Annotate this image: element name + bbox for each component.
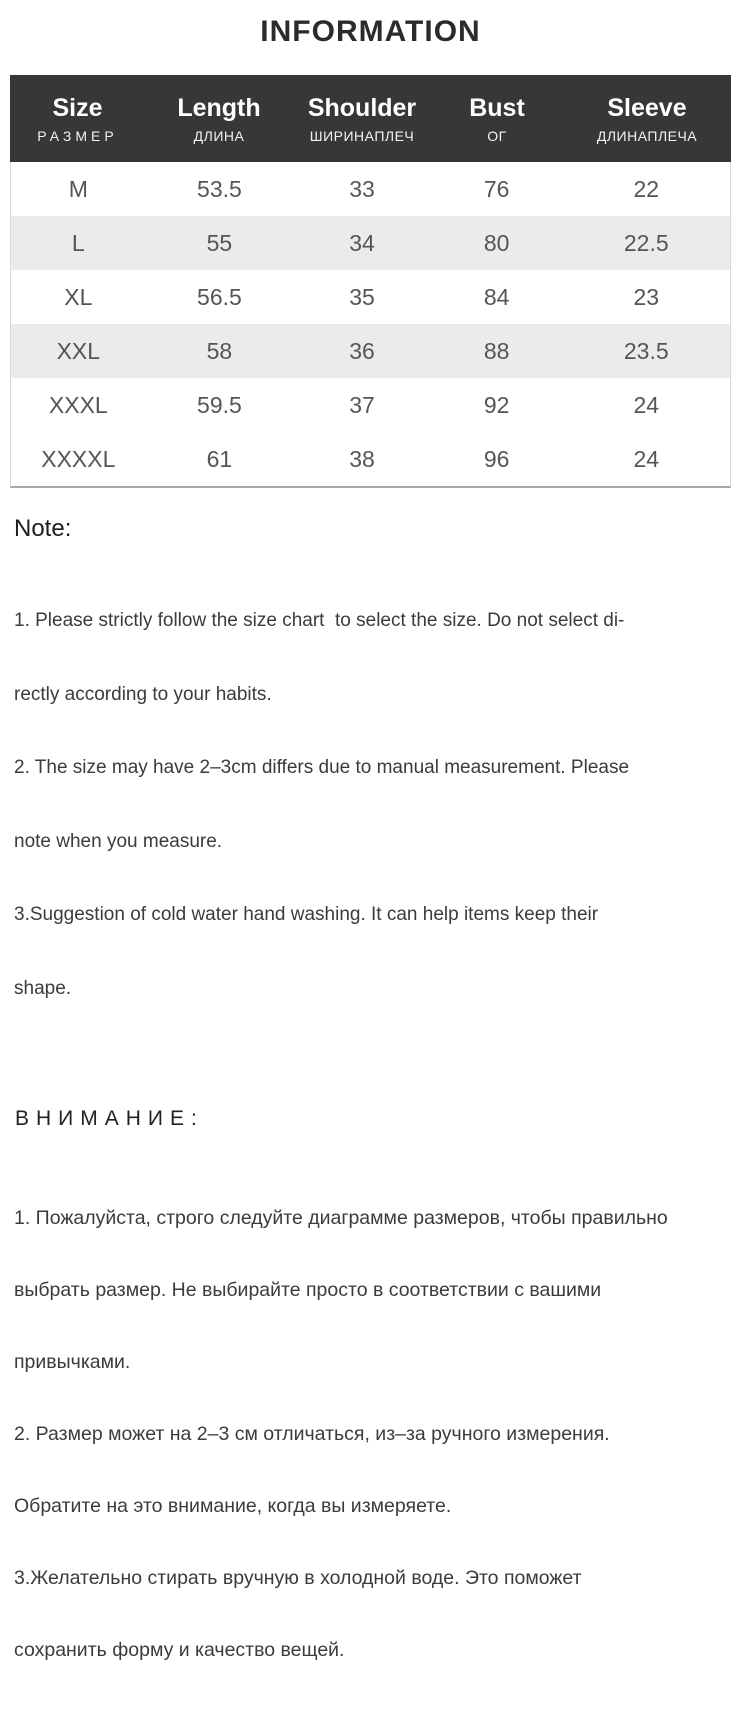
cell-length: 61: [206, 445, 233, 472]
attention-line: сохранить форму и качество вещей.: [14, 1639, 345, 1661]
attention-line: 1. Пожалуйста, строго следуйте диаграмме размеров, чтобы правильно: [14, 1207, 668, 1229]
page-title: INFORMATION: [260, 15, 481, 48]
column-header-shoulder-ru: ШИРИНАПЛЕЧ: [309, 127, 415, 144]
cell-sleeve: 23: [633, 283, 660, 310]
cell-size: L: [71, 229, 85, 256]
table-row-xxl: [11, 324, 730, 378]
cell-shoulder: 33: [349, 175, 375, 202]
cell-shoulder: 35: [349, 283, 375, 310]
size-chart-table: [10, 75, 731, 488]
cell-shoulder: 38: [349, 445, 375, 472]
cell-sleeve: 23.5: [623, 337, 669, 364]
attention-text: [14, 1158, 741, 1710]
table-row-m: [11, 162, 730, 216]
table-row-l: [11, 216, 730, 270]
size-information-sheet: [0, 15, 741, 1661]
column-header-size-ru: РАЗМЕР: [37, 127, 118, 144]
column-header-sleeve: [563, 75, 731, 162]
note-line: note when you measure.: [14, 830, 223, 852]
attention-heading: ВНИМАНИЕ:: [15, 1107, 204, 1130]
cell-shoulder: 37: [349, 391, 375, 418]
cell-shoulder: 36: [349, 337, 375, 364]
attention-line: выбрать размер. Не выбирайте просто в соответствии с вашими: [14, 1279, 602, 1301]
note-line: shape.: [14, 977, 72, 999]
note-text: [14, 560, 741, 1050]
table-row-xxxl: [11, 378, 730, 432]
cell-length: 59.5: [197, 391, 242, 418]
column-header-length-en: Length: [177, 93, 261, 122]
size-chart-header-row: [10, 75, 731, 162]
cell-size: XXL: [56, 337, 101, 364]
size-chart-body: [10, 162, 731, 488]
cell-size: XXXL: [48, 391, 108, 418]
cell-size: XL: [64, 283, 93, 310]
table-row-xl: [11, 270, 730, 324]
note-line: 3.Suggestion of cold water hand washing. It can help items keep their: [14, 904, 599, 925]
column-header-bust: [431, 75, 563, 162]
column-header-length-ru: ДЛИНА: [193, 127, 245, 144]
cell-length: 55: [206, 229, 233, 256]
cell-bust: 80: [483, 229, 510, 256]
attention-line: 3.Желательно стирать вручную в холодной воде. Это поможет: [14, 1567, 582, 1589]
cell-bust: 84: [483, 283, 510, 310]
attention-line: привычками.: [14, 1351, 131, 1373]
cell-size: M: [68, 175, 88, 202]
column-header-size-en: Size: [52, 93, 103, 122]
note-line: 2. The size may have 2–3cm differs due to manual measurement. Please: [14, 757, 630, 778]
column-header-sleeve-en: Sleeve: [607, 93, 687, 122]
note-section: [0, 515, 741, 1050]
note-line: 1. Please strictly follow the size chart to select the size. Do not select di-: [14, 610, 625, 631]
cell-length: 53.5: [197, 175, 242, 202]
cell-bust: 88: [483, 337, 510, 364]
attention-line: 2. Размер может на 2–3 см отличаться, из–за ручного измерения.: [14, 1423, 610, 1445]
column-header-length: [145, 75, 293, 162]
cell-sleeve: 22.5: [623, 229, 669, 256]
column-header-shoulder-en: Shoulder: [307, 93, 417, 122]
column-header-bust-ru: ОГ: [487, 127, 507, 144]
cell-sleeve: 22: [633, 175, 660, 202]
cell-bust: 96: [483, 445, 510, 472]
cell-shoulder: 34: [349, 229, 375, 256]
cell-length: 56.5: [197, 283, 242, 310]
cell-size: XXXXL: [41, 445, 116, 472]
column-header-sleeve-ru: ДЛИНАПЛЕЧА: [596, 127, 698, 144]
cell-bust: 92: [483, 391, 510, 418]
column-header-size: [10, 75, 145, 162]
cell-sleeve: 24: [633, 445, 660, 472]
cell-bust: 76: [483, 175, 510, 202]
attention-line: Обратите на это внимание, когда вы измеряете.: [14, 1495, 452, 1517]
note-line: rectly according to your habits.: [14, 683, 272, 705]
attention-section: [0, 1107, 741, 1710]
cell-length: 58: [206, 337, 233, 364]
column-header-bust-en: Bust: [469, 93, 525, 122]
column-header-shoulder: [293, 75, 431, 162]
cell-sleeve: 24: [633, 391, 660, 418]
note-heading: Note:: [14, 515, 72, 542]
table-row-xxxxl: [11, 432, 730, 486]
